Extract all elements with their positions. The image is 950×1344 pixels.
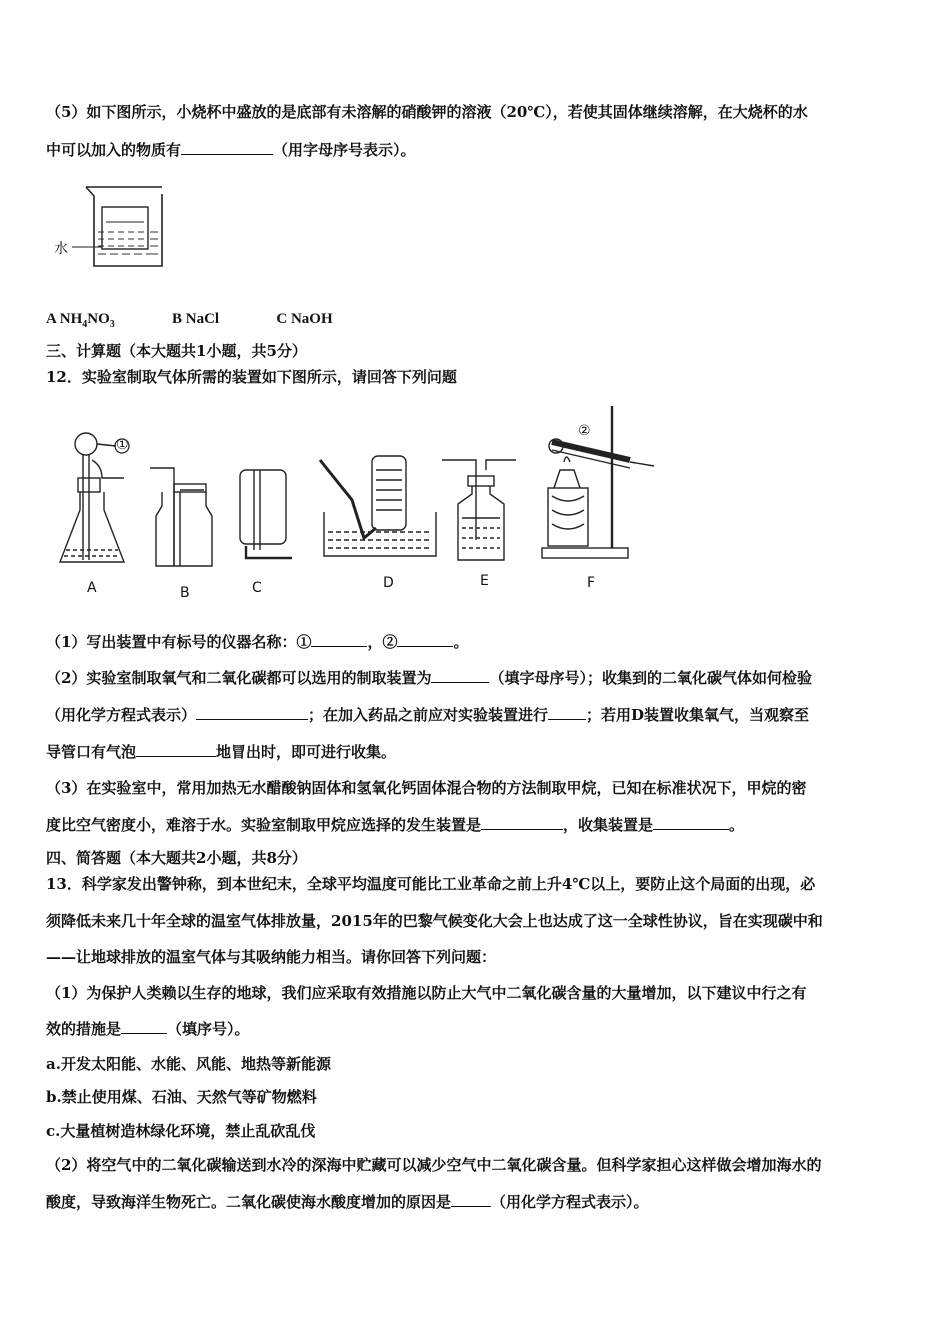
section-3-heading: 三、计算题（本大题共1小题，共5分）: [46, 342, 307, 360]
answer-blank[interactable]: [136, 742, 216, 757]
q13-line2: 须降低未来几十年全球的温室气体排放量，2015年的巴黎气候变化大会上也达成了这一全球性协议，旨在实现碳中和: [46, 912, 823, 930]
apparatus-figure: [46, 400, 666, 600]
apparatus-b: [150, 468, 212, 566]
label-c: C: [252, 580, 262, 596]
apparatus-e: [442, 460, 516, 560]
answer-blank[interactable]: [548, 705, 586, 720]
q12-p2-line3: 导管口有气泡 地冒出时，即可进行收集。: [46, 743, 397, 761]
q12-p2-line2: （用化学方程式表示） ；在加入药品之前应对实验装置进行 ；若用D装置收集氧气，当观察至: [46, 706, 810, 724]
answer-blank[interactable]: [431, 668, 489, 683]
answer-blank[interactable]: [181, 140, 273, 155]
label-f: F: [587, 575, 596, 591]
q13-option-b: b.禁止使用煤、石油、天然气等矿物燃料: [46, 1088, 317, 1106]
water-label: 水: [54, 241, 68, 257]
q13-line1: 13．科学家发出警钟称，到本世纪末，全球平均温度可能比工业革命之前上升4℃以上，要防止这个局面的出现，必: [46, 875, 816, 893]
q11-5-line2: 中可以加入的物质有 （用字母序号表示）。: [46, 141, 416, 159]
q13-p1-line1: （1）为保护人类赖以生存的地球，我们应采取有效措施以防止大气中二氧化碳含量的大量增加，以下建议中行之有: [46, 984, 807, 1002]
option-a[interactable]: A $NH_4NO_3$: [46, 311, 115, 330]
q13-line3: ——让地球排放的温室气体与其吸纳能力相当。请你回答下列问题：: [46, 948, 497, 966]
marker-1: ①: [116, 437, 129, 453]
label-e: E: [480, 573, 489, 589]
answer-blank[interactable]: [481, 815, 563, 830]
answer-blank[interactable]: [451, 1192, 491, 1207]
q12-p3-line1: （3）在实验室中，常用加热无水醋酸钠固体和氢氧化钙固体混合物的方法制取甲烷，已知在标准状况下，甲烷的密: [46, 779, 807, 797]
q12-p1: （1）写出装置中有标号的仪器名称：① ，② 。: [46, 633, 469, 651]
q13-option-a: a.开发太阳能、水能、风能、地热等新能源: [46, 1055, 331, 1073]
answer-blank[interactable]: [196, 705, 308, 720]
marker-2: ②: [578, 423, 591, 439]
apparatus-f: [542, 406, 654, 558]
apparatus-a: [60, 433, 124, 562]
q12-p2-line1: （2）实验室制取氧气和二氧化碳都可以选用的制取装置为 （填字母序号）；收集到的二氧化碳气体如何检验: [46, 669, 812, 687]
section-4-heading: 四、简答题（本大题共2小题，共8分）: [46, 849, 307, 867]
apparatus-d: [320, 456, 436, 556]
option-b[interactable]: B NaCl: [172, 311, 220, 327]
q13-option-c: c.大量植树造林绿化环境，禁止乱砍乱伐: [46, 1122, 316, 1140]
q13-p2-line2: 酸度，导致海洋生物死亡。二氧化碳使海水酸度增加的原因是 （用化学方程式表示）。: [46, 1193, 649, 1211]
label-b: B: [180, 585, 190, 601]
answer-blank[interactable]: [397, 632, 453, 647]
option-c[interactable]: C NaOH: [276, 311, 333, 327]
q13-p2-line1: （2）将空气中的二氧化碳输送到水冷的深海中贮藏可以减少空气中二氧化碳含量。但科学家担心这样做会增加海水的: [46, 1156, 822, 1174]
label-d: D: [383, 575, 394, 591]
beaker-figure: [50, 182, 170, 272]
apparatus-c: [240, 470, 292, 558]
q11-5-line1: （5）如下图所示，小烧杯中盛放的是底部有未溶解的硝酸钾的溶液（20℃），若使其固体继续溶解，在大烧杯的水: [46, 103, 808, 121]
answer-blank[interactable]: [311, 632, 367, 647]
label-a: A: [87, 580, 97, 596]
q12-p3-line2: 度比空气密度小，难溶于水。实验室制取甲烷应选择的发生装置是 ，收集装置是 。: [46, 816, 745, 834]
q11-5-options: [46, 308, 916, 335]
answer-blank[interactable]: [121, 1019, 167, 1034]
q12-stem: 12．实验室制取气体所需的装置如下图所示，请回答下列问题: [46, 368, 457, 386]
q13-p1-line2: 效的措施是 （填序号）。: [46, 1020, 250, 1038]
answer-blank[interactable]: [653, 815, 729, 830]
